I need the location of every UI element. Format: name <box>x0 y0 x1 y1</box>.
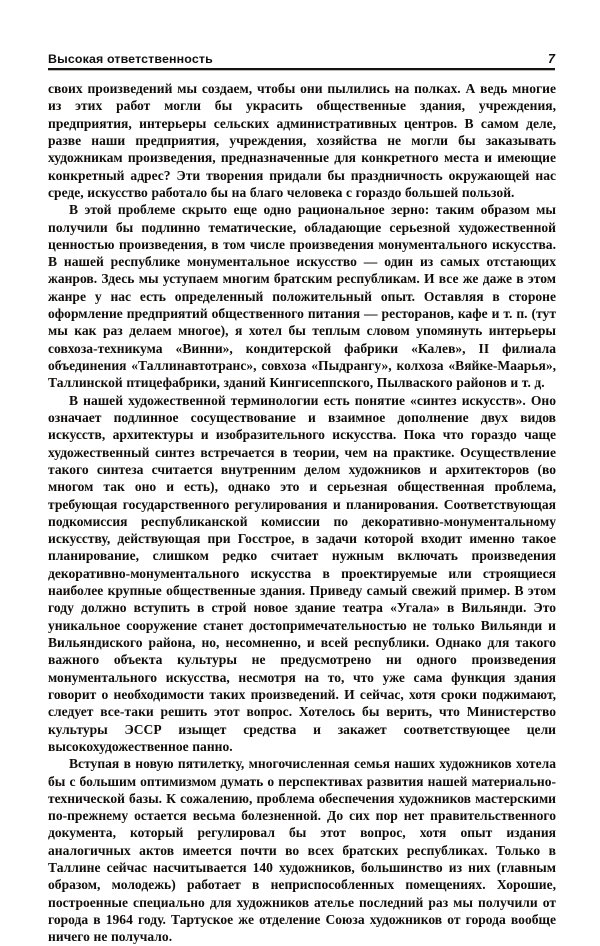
paragraph: В этой проблеме скрыто еще одно рациональное зерно: таким образом мы получили бы подлинно тематические, обладающие серьезной художественной ценностью произведения, в том числе произведения монументального искусства. В нашей республике монументальное искусство — один из самых отстающих жанров. Здесь мы уступаем многим братским республикам. И все же даже в этом жанре у нас есть определенный положительный опыт. Оставляя в стороне оформление предприятий общественного питания — ресторанов, кафе и т. п. (тут мы как раз делаем многое), я хотел бы теплым словом упомянуть интерьеры совхоза-техникума «Винни», кондитерской фабрики «Калев», II филиала объединения «Таллинавтотранс», совхоза «Пыдрангу», колхоза «Вяйке-Маарья», Таллинской птицефабрики, зданий Кингисеппского, Пылваского районов и т. д. <box>48 202 556 391</box>
paragraph: своих произведений мы создаем, чтобы они пылились на полках. А ведь многие из этих работ могли бы украсить общественные здания, учреждения, предприятия, интерьеры сельских административных центров. В самом деле, разве наши предприятия, учреждения, хозяйства не могли бы заказывать художникам произведения, предназначенные для конкретного места и имеющие конкретный адрес? Эти творения придали бы праздничность окружающей нас среде, искусство работало бы на благо человека с гораздо большей пользой. <box>48 81 556 200</box>
body-text-block <box>48 80 556 946</box>
page-number: 7 <box>547 52 555 66</box>
paragraph: В нашей художественной терминологии есть понятие «синтез искусств». Оно означает подлинное сосуществование и взаимное дополнение двух видов искусств, архитектуры и изобразительного искусства. Пока что гораздо чаще художественный синтез встречается в теории, чем на практике. Осуществление такого синтеза считается внутренним делом художников и архитекторов (во многом так оно и есть), однако это и серьезная общественная проблема, требующая государственного регулирования и планирования. Соответствующая подкомиссия республиканской комиссии по декоративно-монументальному искусству, действующая при Госстрое, в задачи которой входит именно такое планирование, слишком редко считает нужным включать произведения декоративно-монументального искусства в проектируемые или строящиеся наиболее крупные общественные здания. Приведу самый свежий пример. В этом году должно вступить в строй новое здание театра «Угала» в Вильянди. Это уникальное сооружение станет достопримечательностью не только Вильянди и Вильяндиского района, но, несомненно, и всей республики. Однако для такого важного объекта культуры не предусмотрено ни одного произведения монументального искусства, несмотря на то, что уже сама функция здания говорит о необходимости таких произведений. И сейчас, хотя сроки поджимают, следует все-таки решить этот вопрос. Хотелось бы верить, что Министерство культуры ЭССР изыщет средства и закажет соответствующее цели высокохудожественное панно. <box>48 392 556 754</box>
running-head-title: Высокая ответственность <box>48 52 213 66</box>
paragraph: Вступая в новую пятилетку, многочисленная семья наших художников хотела бы с большим оптимизмом думать о перспективах развития нашей материально-технической базы. К сожалению, проблема обеспечения художников мастерскими по-прежнему остается весьма болезненной. До сих пор нет правительственного документа, который регулировал бы этот вопрос, хотя опыт издания аналогичных актов имеется почти во всех братских республиках. Только в Таллине сейчас насчитывается 140 художников, большинство из них (главным образом, молодежь) работает в неприспособленных помещениях. Хорошие, построенные специально для художников ателье последний раз мы получили от города в 1964 году. Тартуское же отделение Союза художников от города вообще ничего не получало. <box>48 756 556 945</box>
running-head <box>48 44 555 66</box>
header-rule <box>48 68 555 70</box>
